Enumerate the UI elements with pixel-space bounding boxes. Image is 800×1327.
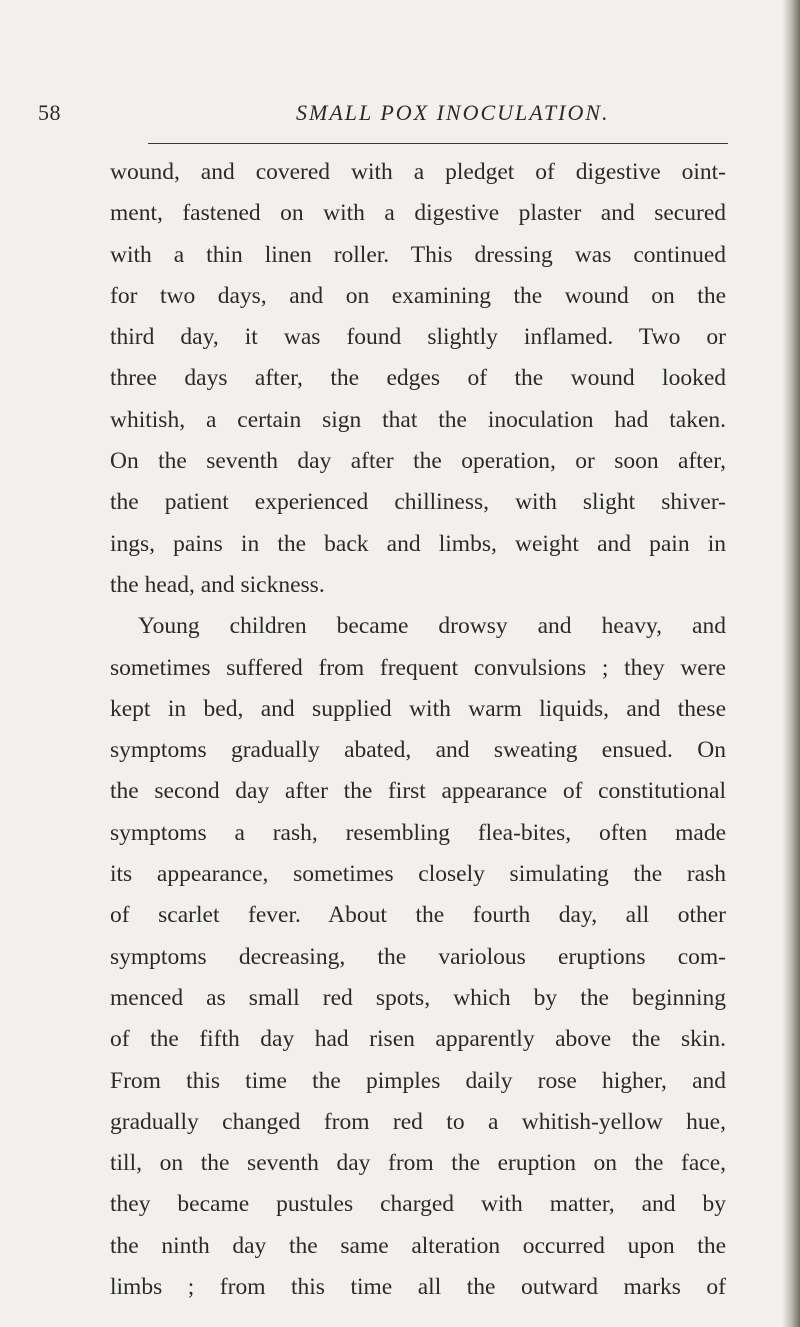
text-line: third day, it was found slightly inflamed. Two or (110, 324, 726, 351)
text-line: of the fifth day had risen apparently above the skin. (110, 1026, 726, 1053)
text-line: ings, pains in the back and limbs, weight and pain in (110, 530, 726, 557)
text-line: with a thin linen roller. This dressing was continued (110, 241, 726, 268)
text-line: menced as small red spots, which by the beginning (110, 984, 726, 1011)
text-line: symptoms a rash, resembling flea-bites, often made (110, 819, 726, 846)
text-line: wound, and covered with a pledget of digestive oint- (110, 159, 726, 185)
text-line: three days after, the edges of the wound looked (110, 365, 726, 392)
text-line: of scarlet fever. About the fourth day, all other (110, 902, 726, 929)
text-line: sometimes suffered from frequent convulsions ; they were (110, 654, 726, 681)
body-text (110, 152, 726, 1308)
running-title: SMALL POX INOCULATION. (296, 100, 610, 125)
text-line: the patient experienced chilliness, with slight shiver- (110, 489, 726, 516)
text-line: the second day after the first appearance of constitutional (110, 778, 726, 805)
text-line: whitish, a certain sign that the inoculation had taken. (110, 406, 726, 433)
text-line: symptoms decreasing, the variolous eruptions com- (110, 943, 726, 970)
text-line: From this time the pimples daily rose higher, and (110, 1067, 726, 1094)
text-line-paragraph-end: the head, and sickness. (110, 571, 325, 598)
text-line: the ninth day the same alteration occurred upon the (110, 1232, 726, 1259)
page-number: 58 (38, 100, 61, 125)
text-line: kept in bed, and supplied with warm liquids, and these (110, 695, 726, 722)
text-line: they became pustules charged with matter, and by (110, 1191, 726, 1218)
text-line: for two days, and on examining the wound on the (110, 282, 726, 309)
text-line: gradually changed from red to a whitish-yellow hue, (110, 1108, 726, 1135)
page-header (38, 100, 728, 140)
text-line: its appearance, sometimes closely simulating the rash (110, 861, 726, 888)
text-line: limbs ; from this time all the outward marks of (110, 1274, 726, 1301)
text-line: till, on the seventh day from the eruption on the face, (110, 1150, 726, 1177)
text-line: ment, fastened on with a digestive plaster and secured (110, 200, 726, 227)
text-line: On the seventh day after the operation, or soon after, (110, 448, 726, 475)
header-rule (148, 143, 728, 144)
text-line: symptoms gradually abated, and sweating ensued. On (110, 737, 726, 764)
page-edge-shadow (782, 0, 800, 1327)
text-line-paragraph-start: Young children became drowsy and heavy, and (138, 613, 726, 640)
